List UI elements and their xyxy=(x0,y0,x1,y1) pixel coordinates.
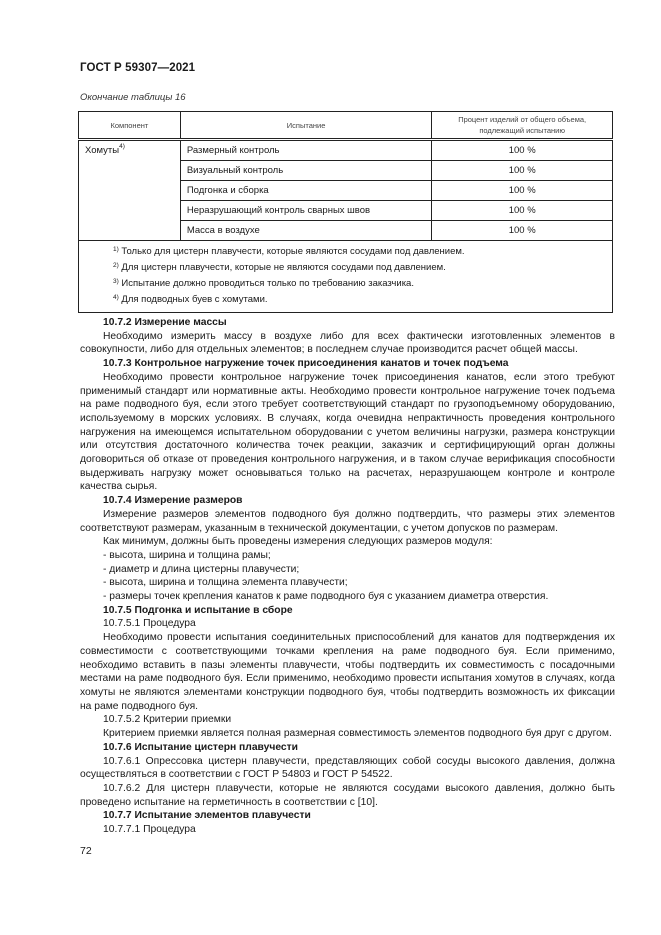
footnote xyxy=(113,292,612,308)
footnote-mark: 4) xyxy=(113,294,119,301)
section-heading: 10.7.5 Подгонка и испытание в сборе xyxy=(103,604,293,616)
section-heading: 10.7.7 Испытание элементов плавучести xyxy=(103,810,311,822)
table-caption: Окончание таблицы 16 xyxy=(80,92,186,103)
section-heading: 10.7.3 Контрольное нагружение точек присоединения канатов и точек подъема xyxy=(103,358,509,370)
footnote-mark: 2) xyxy=(113,262,119,269)
footnote xyxy=(113,276,612,292)
document-body xyxy=(80,316,615,837)
footnotes-cell xyxy=(79,241,613,313)
table-row xyxy=(79,140,613,161)
footnote-text: Только для цистерн плавучести, которые являются сосудами под давлением. xyxy=(121,246,465,257)
test-cell: Визуальный контроль xyxy=(180,161,432,181)
percent-cell: 100 % xyxy=(432,221,613,241)
column-header-percent: Процент изделий от общего объема, подлежащий испытанию xyxy=(432,112,613,140)
section-heading: 10.7.2 Измерение массы xyxy=(103,317,227,328)
column-header-test: Испытание xyxy=(180,112,432,140)
paragraph: Необходимо измерить массу в воздухе либо для всех фактически изготовленных элементов в совокупности, либо для отдельных элементов; в последнем случае производится расчет общей массы. xyxy=(80,330,615,356)
percent-cell: 100 % xyxy=(432,161,613,181)
paragraph: Необходимо провести контрольное нагружение точек присоединения канатов, если этого требуют применимый стандарт или нормативные акты. Необходимо провести контрольное нагружение точек подъема на раме подводного буя, если этого требует соответствующий стандарт по грузоподъемному оборудованию, используемому в морских условиях. В случаях, когда очевидна непрактичность проведения контрольного нагружения на имеющемся испытательном оборудовании с учетом величины нагрузки, размера конструкции или отсутствия достаточного количества точек реакции, заказчик и сертифицирующий орган должны договориться об отказе от проведения контрольного нагружения, и в таком случае верификация способности выдерживать нагрузку может основываться только на расчетах, неразрушающем контроле и контроле качества сырья. xyxy=(80,371,615,493)
component-cell xyxy=(79,140,181,241)
test-cell: Подгонка и сборка xyxy=(180,181,432,201)
paragraph: 10.7.6.2 Для цистерн плавучести, которые не являются сосудами высокого давления, должно быть проведено испытание на герметичность в соответствии с [10]. xyxy=(80,782,615,808)
test-cell: Размерный контроль xyxy=(180,140,432,161)
paragraph: Необходимо провести испытания соединительных приспособлений для канатов для подтверждения их совместимости с соответствующими точками крепления на раме подводного буя. Если применимо, необходимо вставить в пазы элементы плавучести, чтобы подтвердить их совместимость с посадочными местами на раме подводного буя. Если применимо, необходимо провести испытания хомутов в случаях, когда хомуты не являются элементами конструкции подводного буя, чтобы подтвердить возможность их фиксации на раме подводного буя. xyxy=(80,632,615,712)
list-item: - диаметр и длина цистерны плавучести; xyxy=(103,563,300,575)
footnote-ref: 4) xyxy=(119,143,125,150)
footnote-text: Для подводных буев с хомутами. xyxy=(121,294,268,305)
footnote-mark: 1) xyxy=(113,246,119,253)
footnote-mark: 3) xyxy=(113,278,119,285)
percent-cell: 100 % xyxy=(432,201,613,221)
section-heading: 10.7.4 Измерение размеров xyxy=(103,495,243,507)
footnotes-row xyxy=(79,241,613,313)
footnote xyxy=(113,260,612,276)
percent-cell: 100 % xyxy=(432,181,613,201)
list-item: - высота, ширина и толщина элемента плавучести; xyxy=(103,577,348,589)
test-cell: Масса в воздухе xyxy=(180,221,432,241)
paragraph: Как минимум, должны быть проведены измерения следующих размеров модуля: xyxy=(103,536,493,548)
footnote-text: Для цистерн плавучести, которые не являются сосудами под давлением. xyxy=(121,262,446,273)
test-table xyxy=(78,111,613,313)
table-header-row xyxy=(79,112,613,140)
list-item: - размеры точек крепления канатов к раме подводного буя с указанием диаметра отверстия. xyxy=(103,591,549,603)
page-number: 72 xyxy=(80,845,92,857)
document-header: ГОСТ Р 59307—2021 xyxy=(80,62,196,74)
test-cell: Неразрушающий контроль сварных швов xyxy=(180,201,432,221)
percent-cell: 100 % xyxy=(432,140,613,161)
paragraph: Измерение размеров элементов подводного буя должно подтвердить, что размеры этих элементов соответствуют размерам, указанным в технической документации, с учетом допусков по размерам. xyxy=(80,508,615,534)
subsection-heading: 10.7.7.1 Процедура xyxy=(103,824,196,836)
column-header-component: Компонент xyxy=(79,112,181,140)
subsection-heading: 10.7.5.2 Критерии приемки xyxy=(103,714,232,726)
paragraph: Критерием приемки является полная размерная совместимость элементов подводного буя друг с другом. xyxy=(103,728,612,740)
footnote-text: Испытание должно проводиться только по требованию заказчика. xyxy=(121,278,414,289)
component-label: Хомуты xyxy=(85,145,120,156)
subsection-heading: 10.7.5.1 Процедура xyxy=(103,618,196,630)
paragraph: 10.7.6.1 Опрессовка цистерн плавучести, представляющих собой сосуды высокого давления, должна осуществляться в соответствии с ГОСТ Р 54803 и ГОСТ Р 54522. xyxy=(80,755,615,781)
list-item: - высота, ширина и толщина рамы; xyxy=(103,549,271,561)
section-heading: 10.7.6 Испытание цистерн плавучести xyxy=(103,741,299,753)
footnote xyxy=(113,244,612,260)
